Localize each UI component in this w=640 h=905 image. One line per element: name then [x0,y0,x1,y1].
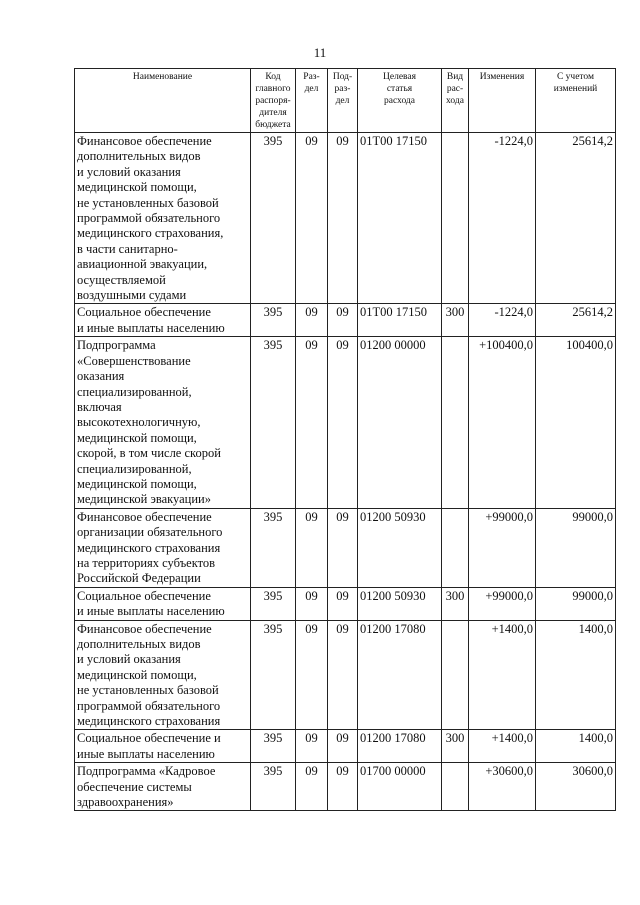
header-line: хода [446,96,464,106]
cell-target: 01200 50930 [358,587,442,620]
header-expense-type [442,69,469,133]
name-line: включая [77,399,122,414]
table-row [75,730,616,763]
cell-change: +1400,0 [469,620,536,730]
name-line: Финансовое обеспечение [77,509,212,524]
name-line: Подпрограмма [77,338,156,353]
cell-expense-type [442,133,469,304]
cell-subsection: 09 [328,763,358,811]
name-line: здравоохранения» [77,795,174,810]
name-line: медицинской помощи, [77,430,197,445]
cell-subsection: 09 [328,730,358,763]
cell-subsection: 09 [328,337,358,508]
page-number: 11 [313,45,327,60]
cell-chief-code: 395 [251,620,296,730]
name-line: дополнительных видов [77,149,201,164]
table-row [75,508,616,587]
name-line: Социальное обеспечение [77,305,211,320]
header-line: расхода [384,96,415,106]
cell-expense-type: 300 [442,304,469,337]
cell-section: 09 [296,304,328,337]
header-line: главного [255,84,291,94]
cell-section: 09 [296,133,328,304]
cell-chief-code: 395 [251,587,296,620]
name-line: медицинского страхования, [77,226,224,241]
cell-target: 01Т00 17150 [358,133,442,304]
cell-expense-type [442,337,469,508]
header-line: Целевая [383,72,416,82]
name-line: и условий оказания [77,164,181,179]
name-line: высокотехнологичную, [77,415,201,430]
name-line: не установленных базовой [77,683,219,698]
cell-subsection: 09 [328,304,358,337]
cell-target: 01200 50930 [358,508,442,587]
cell-name [75,337,251,508]
cell-change: -1224,0 [469,304,536,337]
header-line: Вид [446,72,464,82]
cell-chief-code: 395 [251,304,296,337]
header-line: распоря- [255,96,291,106]
header-line: дел [304,84,319,94]
cell-name [75,763,251,811]
table-row [75,304,616,337]
cell-name [75,620,251,730]
name-line: иные выплаты населению [77,746,215,761]
table-row [75,763,616,811]
header-line: раз- [334,84,351,94]
header-changes: Изменения [469,69,536,133]
cell-chief-code: 395 [251,508,296,587]
cell-section: 09 [296,730,328,763]
cell-change: +99000,0 [469,587,536,620]
header-line: Под- [332,72,353,82]
cell-name [75,304,251,337]
name-line: «Совершенствование [77,353,191,368]
header-subsection [328,69,358,133]
cell-section: 09 [296,587,328,620]
cell-name [75,587,251,620]
name-line: организации обязательного [77,525,223,540]
header-line: дел [335,96,350,106]
name-line: скорой, в том числе скорой [77,446,221,461]
cell-total: 99000,0 [536,587,616,620]
name-line: осуществляемой [77,272,166,287]
cell-name [75,133,251,304]
table-body [75,133,616,811]
name-line: программой обязательного [77,698,221,713]
cell-expense-type [442,763,469,811]
name-line: на территориях субъектов [77,555,216,570]
header-line: статья [386,84,413,94]
cell-chief-code: 395 [251,763,296,811]
name-line: Социальное обеспечение и [77,731,221,746]
cell-subsection: 09 [328,508,358,587]
name-line: Социальное обеспечение [77,588,211,603]
cell-subsection: 09 [328,620,358,730]
cell-chief-code: 395 [251,133,296,304]
cell-target: 01200 17080 [358,730,442,763]
cell-subsection: 09 [328,133,358,304]
header-line: С учетом [556,72,595,82]
cell-target: 01200 00000 [358,337,442,508]
name-line: и иные выплаты населению [77,320,225,335]
budget-table [74,68,616,811]
cell-expense-type: 300 [442,730,469,763]
cell-name [75,730,251,763]
name-line: Финансовое обеспечение [77,134,212,148]
cell-target: 01Т00 17150 [358,304,442,337]
name-line: Финансовое обеспечение [77,621,212,636]
cell-total: 1400,0 [536,620,616,730]
cell-target: 01700 00000 [358,763,442,811]
name-line: не установленных базовой [77,195,219,210]
header-line: рас- [446,84,464,94]
cell-expense-type [442,508,469,587]
name-line: медицинской помощи, [77,180,197,195]
cell-change: -1224,0 [469,133,536,304]
cell-change: +1400,0 [469,730,536,763]
cell-total: 1400,0 [536,730,616,763]
name-line: специализированной, [77,461,192,476]
cell-total: 100400,0 [536,337,616,508]
cell-change: +100400,0 [469,337,536,508]
name-line: дополнительных видов [77,637,201,651]
name-line: в части санитарно- [77,241,178,256]
cell-total: 30600,0 [536,763,616,811]
cell-chief-code: 395 [251,337,296,508]
name-line: оказания [77,369,125,384]
name-line: и иные выплаты населению [77,604,225,619]
header-name: Наименование [75,69,251,133]
header-line: Код [265,72,281,82]
table-row [75,337,616,508]
cell-name [75,508,251,587]
header-line: бюджета [255,120,291,130]
name-line: медицинского страхования [77,714,221,729]
name-line: медицинской эвакуации» [77,492,211,507]
cell-target: 01200 17080 [358,620,442,730]
name-line: Российской Федерации [77,571,201,586]
name-line: воздушными судами [77,288,187,303]
header-row [75,69,616,133]
name-line: программой обязательного [77,211,221,226]
cell-total: 25614,2 [536,133,616,304]
header-line: Раз- [303,72,320,82]
cell-change: +99000,0 [469,508,536,587]
table-row [75,620,616,730]
cell-chief-code: 395 [251,730,296,763]
name-line: авиационной эвакуации, [77,257,208,272]
cell-total: 99000,0 [536,508,616,587]
table-row [75,133,616,304]
cell-section: 09 [296,620,328,730]
name-line: и условий оказания [77,652,181,667]
header-chief-code [251,69,296,133]
header-target [358,69,442,133]
cell-section: 09 [296,763,328,811]
header-section [296,69,328,133]
cell-section: 09 [296,508,328,587]
cell-subsection: 09 [328,587,358,620]
cell-expense-type: 300 [442,587,469,620]
cell-total: 25614,2 [536,304,616,337]
table-row [75,587,616,620]
cell-change: +30600,0 [469,763,536,811]
header-with-changes [536,69,616,133]
header-line: дителя [259,108,287,118]
name-line: Подпрограмма «Кадровое [77,764,216,779]
name-line: медицинского страхования [77,540,221,555]
name-line: обеспечение системы [77,779,192,794]
cell-section: 09 [296,337,328,508]
name-line: медицинской помощи, [77,476,197,491]
name-line: медицинской помощи, [77,667,197,682]
name-line: специализированной, [77,384,192,399]
header-line: изменений [553,84,598,94]
cell-expense-type [442,620,469,730]
